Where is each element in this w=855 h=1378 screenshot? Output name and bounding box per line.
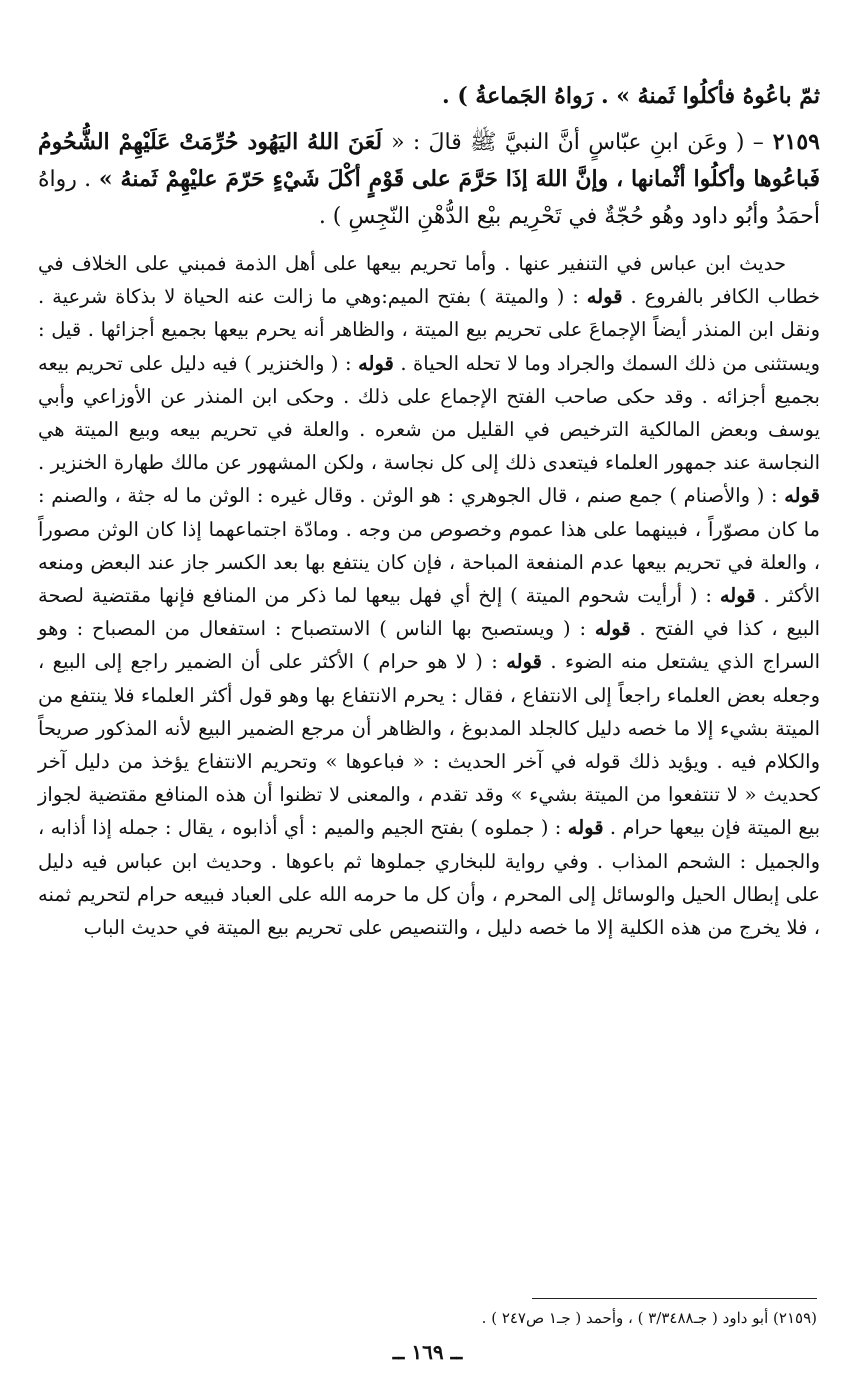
qawluhu-keyword: قوله bbox=[567, 816, 604, 840]
qawluhu-keyword: قوله bbox=[586, 285, 623, 309]
page-number: ــ ١٦٩ ــ bbox=[392, 1340, 463, 1364]
qawluhu-keyword: قوله bbox=[358, 351, 394, 375]
hadith-number: ٢١٥٩ bbox=[772, 129, 820, 155]
commentary-text: : ( لا هو حرام ) الأكثر على أن الضمير راجع إلى البيع ، وجعله بعض العلماء راجعاً إلى الانتفاع ، فقال : يحرم الانتفاع بها وهو قول أكثر العلماء فلا ينتفع من الميتة بشيء إلا ما خصه دليل كالجلد المدبوغ ، والظاهر أن مرجع الضمير البيع لأنه المذكور صريحاً والكلام فيه . ويؤيد ذلك قوله في آخر الحديث : « فباعوها » وتحريم الانتفاع يؤخذ من دليل آخر كحديث « لا تنتفعوا من الميتة بشيء » وقد تقدم ، والمعنى لا تظنوا أن هذه المنافع مقتضية لجواز بيع الميتة فإن بيعها حرام . bbox=[38, 650, 820, 840]
commentary-text: : ( أرأيت شحوم الميتة ) إلخ أي فهل بيعها لما ذكر من المنافع فإنها مقتضية لصحة البيع ، كذا في الفتح . bbox=[38, 584, 820, 641]
hadith-2159 bbox=[38, 124, 820, 235]
hadith-narration-intro: – ( وعَن ابنِ عبّاسٍ أنَّ النبيَّ ﷺ قالَ : « bbox=[391, 130, 764, 155]
commentary-text: : ( والأصنام ) جمع صنم ، قال الجوهري : هو الوثن . وقال غيره : الوثن ما له جثة ، والصنم : ما كان مصوّراً ، فبينهما على هذا عموم وخصوص من وجه . ومادّة اجتماعهما إذا كان الوثن مصوراً ، والعلة في تحريم بيعها عدم المنفعة المباحة ، فإن كان ينتفع بها بعد الكسر جاز عند البعض ومنعه الأكثر . bbox=[38, 484, 820, 608]
qawluhu-keyword: قوله bbox=[594, 617, 631, 641]
commentary-text: : ( والميتة ) بفتح الميم:وهي ما زالت عنه الحياة لا بذكاة شرعية . ونقل ابن المنذر أيضاً الإجماعَ على تحريم بيع الميتة ، والظاهر أنه يحرم بيعها بجميع أجزائها . قيل : ويستثنى من ذلك السمك والجراد وما لا تحله الحياة . bbox=[38, 285, 821, 375]
footnote: (٢١٥٩) أبو داود ( جـ٣/٣٤٨٨ ) ، وأحمد ( جـ١ ص٢٤٧ ) . bbox=[481, 1309, 817, 1327]
commentary-text: : ( جملوه ) بفتح الجيم والميم : أي أذابوه ، يقال : جمله إذا أذابه ، والجميل : الشحم المذاب . وفي رواية للبخاري جملوها ثم باعوها . وحديث ابن عباس فيه دليل على إبطال الحيل والوسائل إلى المحرم ، وأن كل ما حرمه الله على العباد فبيعه حرام لتحريم ثمنه ، فلا يخرج من هذه الكلية إلا ما خصه دليل ، والتنصيص على تحريم بيع الميتة في حديث الباب bbox=[38, 816, 820, 940]
qawluhu-keyword: قوله bbox=[506, 650, 542, 674]
hadith-source: . رواهُ أحمَدُ وأبُو داود وهُو حُجّةٌ في تَحْرِيم بيْع الدُّهْنِ النّجِسِ ) . bbox=[38, 167, 820, 229]
page-body bbox=[38, 78, 820, 944]
qawluhu-keyword: قوله bbox=[719, 584, 756, 608]
previous-hadith-ending: ثمّ باعُوهُ فأكلُوا ثَمنهُ » . رَواهُ الجَماعةُ ) . bbox=[442, 83, 820, 109]
commentary-text: : ( ويستصبح بها الناس ) الاستصباح : استفعال من المصباح : وهو السراج الذي يشتعل منه الضوء . bbox=[38, 617, 820, 674]
footnote-divider bbox=[532, 1298, 817, 1299]
hadith-text: لَعَنَ اللهُ اليَهُود حُرِّمَتْ عَلَيْهِمْ الشُّحُومُ فَباعُوها وأكلُوا أثْمانها ، وإنَّ اللهَ إذَا حَرَّمَ على قَوْمٍ أكْلَ شَيْءٍ حَرّمَ عليْهِمْ ثَمنهُ » bbox=[38, 129, 820, 192]
commentary-text: : ( والخنزير ) فيه دليل على تحريم بيعه بجميع أجزائه . وقد حكى صاحب الفتح الإجماع على ذلك . وحكى ابن المنذر عن الأوزاعي وأبي يوسف وبعض المالكية الترخيص في القليل من شعره . والعلة في تحريم بيعه وبيع الميتة هي النجاسة عند جمهور العلماء فيتعدى ذلك إلى كل نجاسة ، ولكن المشهور عن مالك طهارة الخنزير . bbox=[38, 351, 820, 475]
qawluhu-keyword: قوله bbox=[784, 484, 820, 508]
commentary-text: حديث ابن عباس في التنفير عنها . وأما تحريم بيعها على أهل الذمة فمبني على الخلاف في خطاب الكافر بالفروع . bbox=[38, 252, 821, 309]
commentary-paragraph bbox=[38, 247, 820, 944]
